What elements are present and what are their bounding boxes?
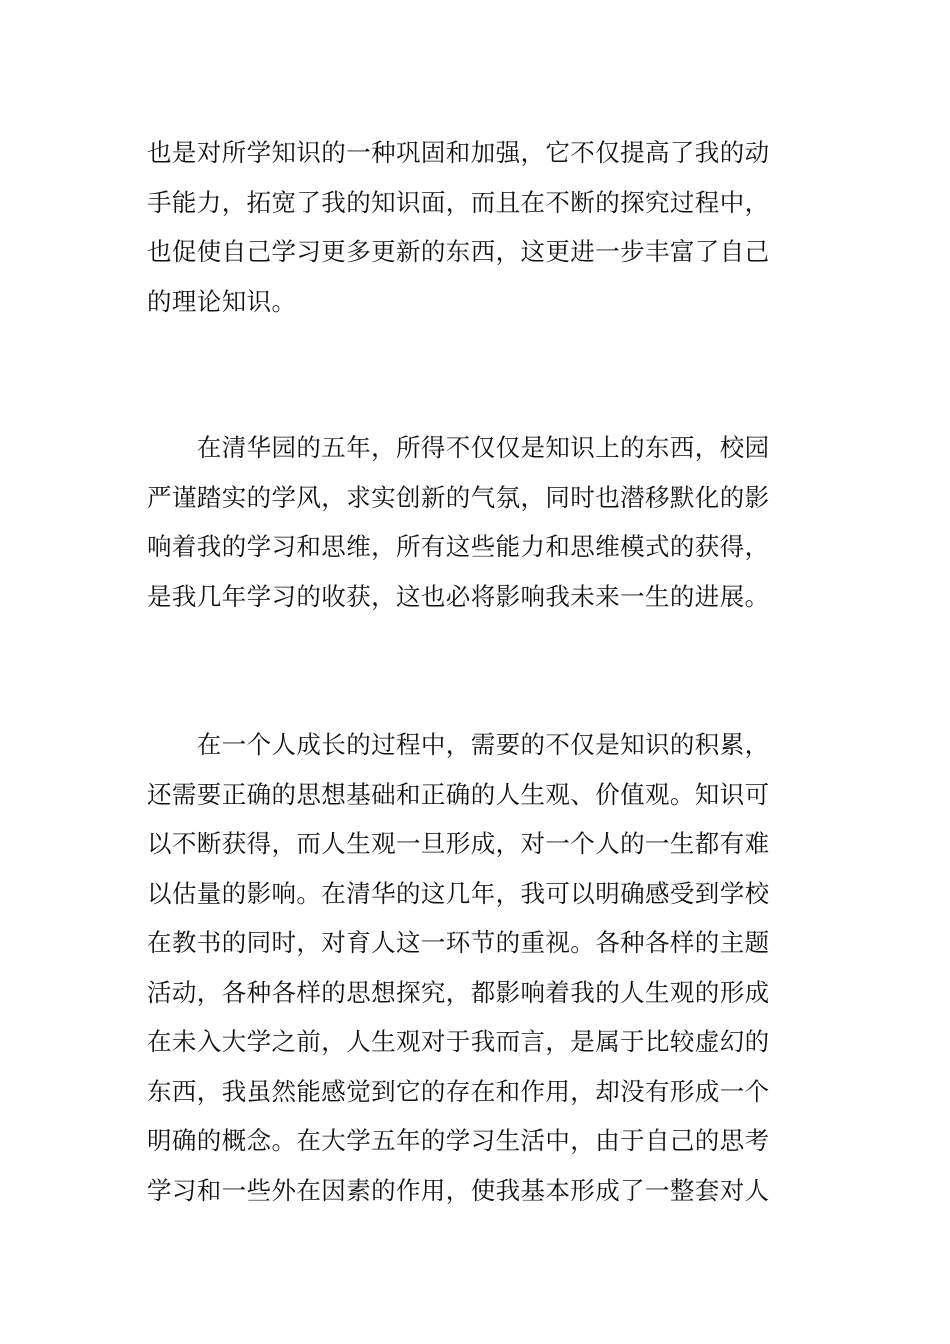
paragraph-line: 明确的概念。在大学五年的学习生活中，由于自己的思考 [147,1126,770,1155]
paragraph-1 [147,128,807,326]
paragraph-line: 以不断获得，而人生观一旦形成，对一个人的一生都有难 [147,829,770,858]
paragraph-line: 严谨踏实的学风，求实创新的气氛，同时也潜移默化的影 [147,482,770,512]
paragraph-line: 响着我的学习和思维，所有这些能力和思维模式的获得， [147,532,770,561]
paragraph-line: 还需要正确的思想基础和正确的人生观、价值观。知识可 [147,779,770,809]
paragraph-line: 在教书的同时，对育人这一环节的重视。各种各样的主题 [147,928,770,957]
paragraph-line: 在未入大学之前，人生观对于我而言，是属于比较虚幻的 [147,1027,770,1056]
paragraph-3 [147,720,807,1215]
paragraph-line: 在清华园的五年，所得不仅仅是知识上的东西，校园 [147,433,770,462]
paragraph-line: 东西，我虽然能感觉到它的存在和作用，却没有形成一个 [147,1076,770,1106]
paragraph-line: 在一个人成长的过程中，需要的不仅是知识的积累， [147,730,770,759]
paragraph-line: 活动，各种各样的思想探究，都影响着我的人生观的形成 [147,977,770,1007]
paragraph-line: 手能力，拓宽了我的知识面，而且在不断的探究过程中， [147,187,770,217]
paragraph-line: 的理论知识。 [147,286,297,316]
paragraph-2 [147,423,807,621]
paragraph-line: 也促使自己学习更多更新的东西，这更进一步丰富了自己 [147,237,770,266]
paragraph-line: 以估量的影响。在清华的这几年，我可以明确感受到学校 [147,878,770,908]
paragraph-line: 是我几年学习的收获，这也必将影响我未来一生的进展。 [147,581,770,611]
paragraph-line: 也是对所学知识的一种巩固和加强，它不仅提高了我的动 [147,138,770,167]
paragraph-line: 学习和一些外在因素的作用，使我基本形成了一整套对人 [147,1175,770,1205]
